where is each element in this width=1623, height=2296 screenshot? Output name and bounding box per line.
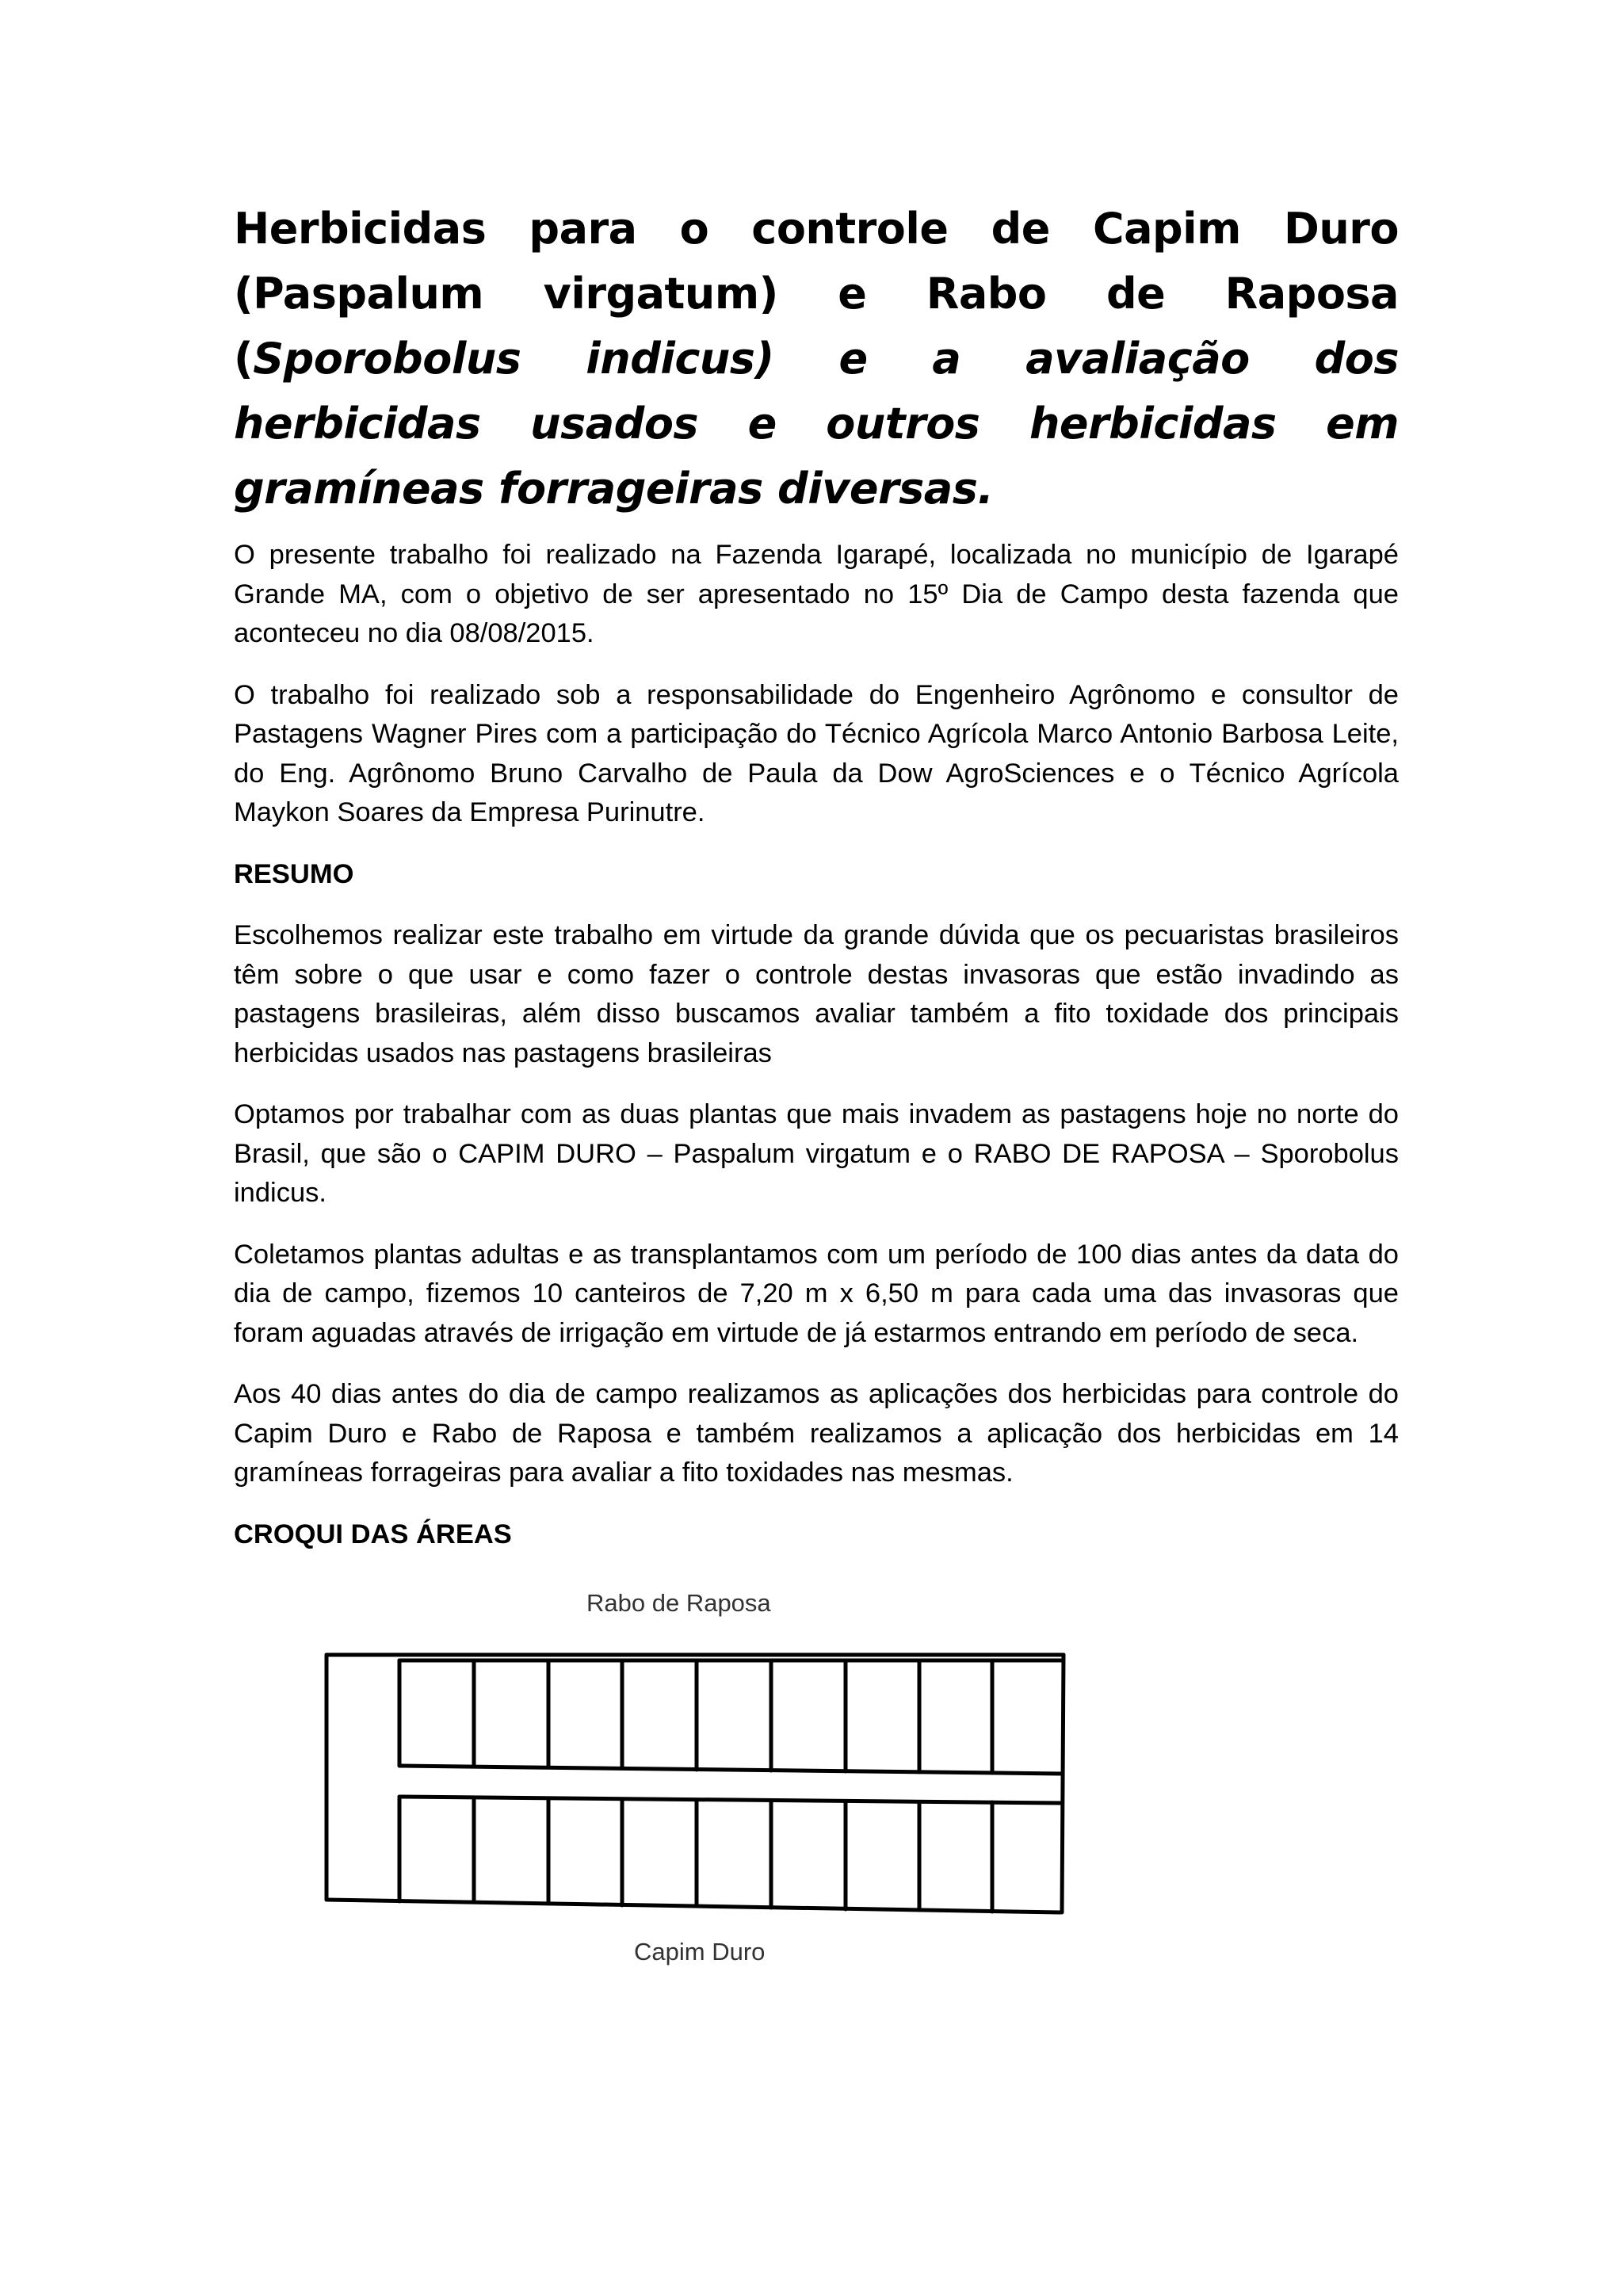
label-rabo-de-raposa: Rabo de Raposa	[586, 1589, 771, 1617]
team-paragraph: O trabalho foi realizado sob a responsabilidade do Engenheiro Agrônomo e consultor de Pastagens Wagner Pires com a participação do Técnico Agrícola Marco Antonio Barbosa Leite, do Eng. Agrônomo Bruno Carvalho de Paula da Dow AgroSciences e o Técnico Agrícola Maykon Soares da Empresa Purinutre.	[234, 679, 1399, 827]
frame-bottom-line	[327, 1900, 1060, 1912]
croqui-lines	[327, 1655, 1064, 1912]
croqui-sketch	[317, 1573, 1094, 1985]
croqui-heading: CROQUI DAS ÁREAS	[234, 1519, 512, 1549]
label-capim-duro: Capim Duro	[634, 1938, 766, 1966]
resumo-heading: RESUMO	[234, 858, 354, 889]
resumo-paragraph-4: Aos 40 dias antes do dia de campo realizamos as aplicações dos herbicidas para controle do Capim Duro e Rabo de Raposa e também realizamos a aplicação dos herbicidas em 14 gramíneas forrageiras para avaliar a fito toxidades nas mesmas.	[234, 1379, 1399, 1488]
lower-row-top-line	[399, 1797, 1062, 1803]
croqui-plot-diagram	[317, 1573, 1094, 1985]
document-body	[234, 536, 1399, 1576]
resumo-paragraph-1: Escolhemos realizar este trabalho em virtude da grande dúvida que os pecuaristas brasileiros têm sobre o que usar e como fazer o controle destas invasoras que estão invadindo as pastagens brasileiras, além disso buscamos avaliar também a fito toxidade dos principais herbicidas usados nas pastagens brasileiras	[234, 920, 1399, 1068]
title-part2: e a avaliação dos herbicidas usados e outros herbicidas em gramíneas forrageiras diversas.	[234, 334, 1399, 514]
intro-paragraph: O presente trabalho foi realizado na Fazenda Igarapé, localizada no município de Igarapé Grande MA, com o objetivo de ser apresentado no 15º Dia de Campo desta fazenda que aconteceu no dia 08/08/2015.	[234, 540, 1399, 648]
frame-right-line	[1062, 1655, 1064, 1912]
document-title	[234, 197, 1399, 521]
title-species-italic: Sporobolus indicus)	[253, 334, 774, 384]
resumo-paragraph-2: Optamos por trabalhar com as duas plantas que mais invadem as pastagens hoje no norte do Brasil, que são o CAPIM DURO – Paspalum virgatum e o RABO DE RAPOSA – Sporobolus indicus.	[234, 1099, 1399, 1208]
title-part1: Herbicidas para o controle de Capim Duro (Paspalum virgatum) e Rabo de Raposa (	[234, 204, 1399, 384]
upper-row-bottom-line	[399, 1766, 1062, 1774]
resumo-paragraph-3: Coletamos plantas adultas e as transplantamos com um período de 100 dias antes da data do dia de campo, fizemos 10 canteiros de 7,20 m x 6,50 m para cada uma das invasoras que foram aguadas através de irrigação em virtude de já estarmos entrando em período de seca.	[234, 1239, 1399, 1348]
